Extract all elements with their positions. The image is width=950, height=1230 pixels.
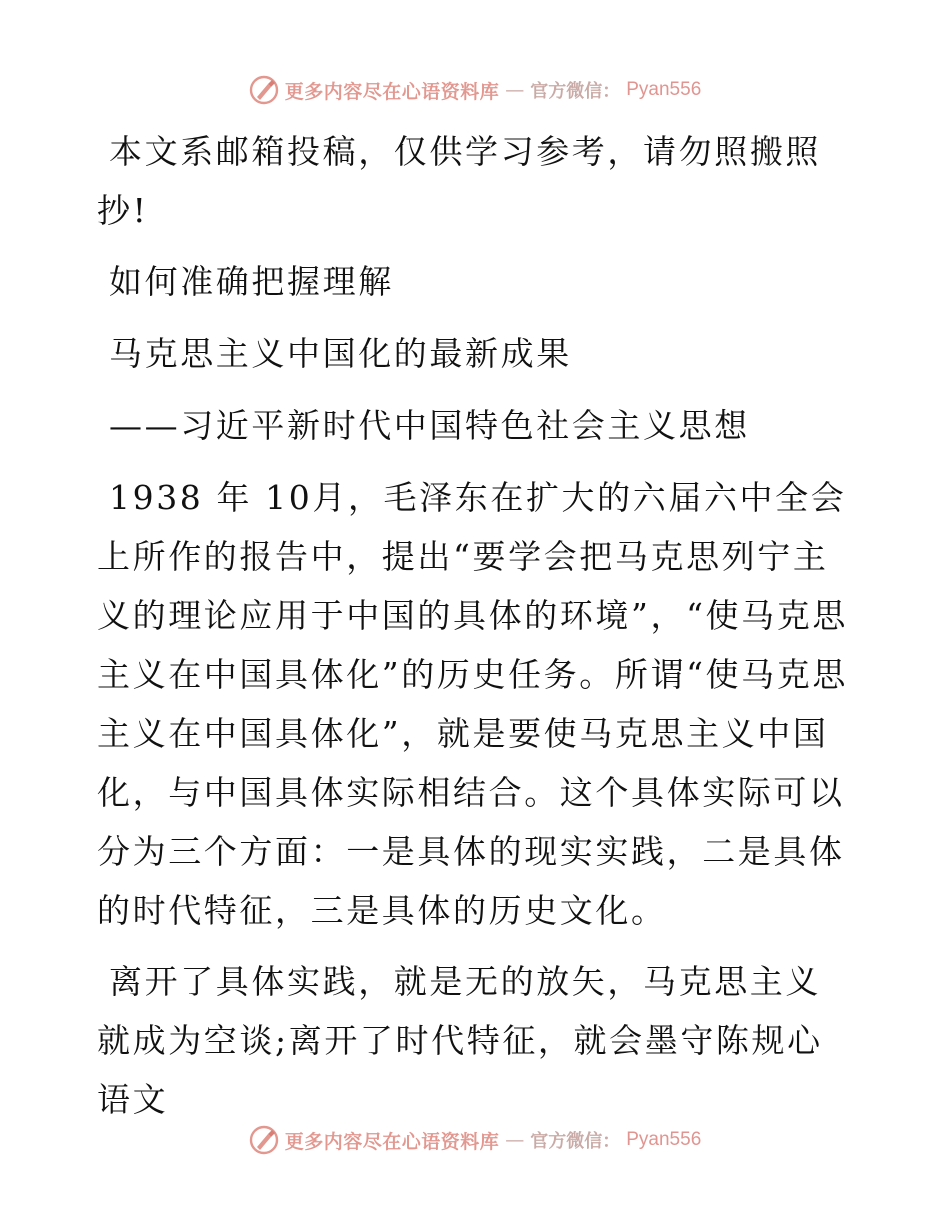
watermark-official-label: 官方微信： [530, 81, 621, 102]
title-line-1: 如何准确把握理解 [109, 262, 394, 301]
notice-paragraph: 本文系邮箱投稿，仅供学习参考，请勿照搬照抄! [97, 132, 821, 230]
title-line-2: 马克思主义中国化的最新成果 [109, 334, 572, 373]
pen-logo-icon [249, 1125, 279, 1155]
header-watermark [0, 70, 950, 110]
body-paragraph-2: 离开了具体实践，就是无的放矢，马克思主义就成为空谈;离开了时代特征，就会墨守陈规心语文 [97, 962, 823, 1119]
subtitle-line: ——习近平新时代中国特色社会主义思想 [109, 406, 750, 445]
watermark-wechat-id: Pyan556 [626, 1129, 702, 1150]
watermark-site-text: 更多内容尽在心语资料库 [284, 80, 500, 103]
body-paragraph-1: 1938 年 10月，毛泽东在扩大的六届六中全会上所作的报告中，提出“要学会把马克思列宁主义的理论应用于中国的具体的环境”，“使马克思主义在中国具体化”的历史任务。所谓“使马克思主义在中国具体化”，就是要使马克思主义中国化，与中国具体实际相结合。这个具体实际可以分为三个方面：一是具体的现实实践，二是具体的时代特征，三是具体的历史文化。 [97, 478, 848, 930]
watermark-official-label: 官方微信： [530, 1131, 621, 1152]
watermark-site-text: 更多内容尽在心语资料库 [284, 1130, 500, 1153]
document-body [97, 122, 853, 1141]
watermark-separator: — [505, 1129, 525, 1151]
watermark-wechat-id: Pyan556 [626, 79, 702, 100]
footer-watermark [0, 1120, 950, 1160]
pen-logo-icon [249, 75, 279, 105]
watermark-separator: — [505, 79, 525, 101]
